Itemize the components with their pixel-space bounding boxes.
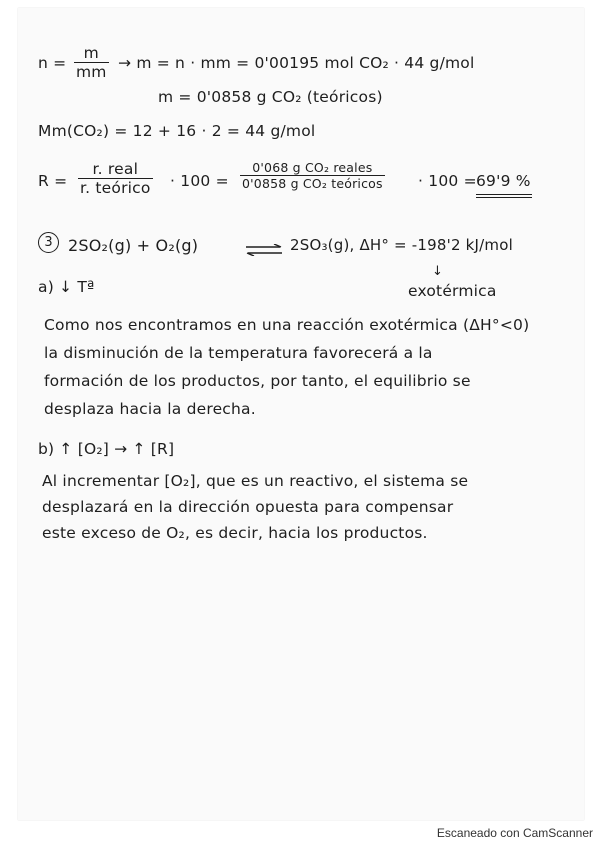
line-yield-times-100: · 100 = <box>170 172 229 190</box>
fraction-grams-real-over-theoretical <box>240 160 385 191</box>
line-yield-lhs: R = <box>38 172 68 190</box>
part-a-label: a) ↓ Tª <box>38 278 95 296</box>
yield-result: 69'9 % <box>476 172 531 190</box>
result-underline-1 <box>476 194 532 195</box>
exothermic-label: exotérmica <box>408 282 497 300</box>
reaction-reactants: 2SO₂(g) + O₂(g) <box>68 236 199 255</box>
fraction-numerator: 0'068 g CO₂ reales <box>240 160 385 176</box>
paragraph-a-line-2: la disminución de la temperatura favorecerá a la <box>44 344 433 362</box>
exothermic-arrow-icon: ↓ <box>432 264 444 279</box>
question-number-circle: 3 <box>38 232 59 253</box>
line-mass-calculation: → m = n · mm = 0'00195 mol CO₂ · 44 g/mol <box>118 54 475 72</box>
paragraph-a-line-4: desplaza hacia la derecha. <box>44 400 256 418</box>
fraction-m-over-mm <box>74 44 109 81</box>
paragraph-b-line-2: desplazará en la dirección opuesta para compensar <box>42 498 454 516</box>
paragraph-b-line-3: este exceso de O₂, es decir, hacia los productos. <box>42 524 428 542</box>
line-theoretical-mass: m = 0'0858 g CO₂ (teóricos) <box>158 88 383 106</box>
reaction-products-enthalpy: 2SO₃(g), ΔH° = -198'2 kJ/mol <box>290 236 513 254</box>
paragraph-a-line-1: Como nos encontramos en una reacción exotérmica (ΔH°<0) <box>44 316 530 334</box>
fraction-numerator: r. real <box>78 160 153 179</box>
fraction-real-over-theoretical <box>78 160 153 197</box>
line-n-equation-lhs: n = <box>38 54 67 72</box>
line-molar-mass-co2: Mm(CO₂) = 12 + 16 · 2 = 44 g/mol <box>38 122 316 140</box>
part-b-label: b) ↑ [O₂] → ↑ [R] <box>38 440 175 458</box>
fraction-denominator: 0'0858 g CO₂ teóricos <box>242 176 383 191</box>
fraction-denominator: mm <box>76 63 107 81</box>
fraction-denominator: r. teórico <box>80 179 151 197</box>
result-underline-2 <box>476 197 532 198</box>
camscanner-watermark: Escaneado con CamScanner <box>436 826 593 840</box>
equilibrium-arrows-icon <box>244 244 284 256</box>
paragraph-a-line-3: formación de los productos, por tanto, el equilibrio se <box>44 372 471 390</box>
paragraph-b-line-1: Al incrementar [O₂], que es un reactivo, el sistema se <box>42 472 469 490</box>
fraction-numerator: m <box>74 44 109 63</box>
line-yield-times-100-2: · 100 = <box>418 172 477 190</box>
